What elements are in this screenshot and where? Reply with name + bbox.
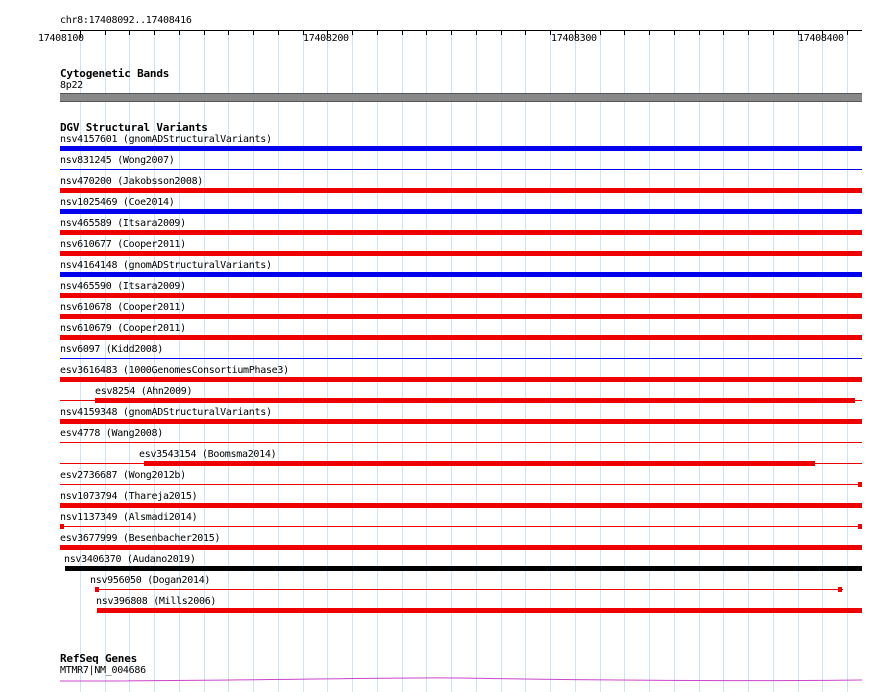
cytoband-track-title: Cytogenetic Bands: [60, 67, 170, 80]
grid-line: [674, 30, 675, 692]
ruler-minor-tick: [649, 30, 650, 35]
ruler-minor-tick: [154, 30, 155, 35]
dgv-feature-end-cap: [95, 587, 99, 592]
dgv-feature-bar[interactable]: [60, 146, 862, 151]
ruler-minor-tick: [525, 30, 526, 35]
dgv-feature-label[interactable]: nsv470200 (Jakobsson2008): [60, 176, 204, 187]
ruler-minor-tick: [773, 30, 774, 35]
dgv-feature-label[interactable]: nsv4164148 (gnomADStructuralVariants): [60, 260, 272, 271]
grid-line: [402, 30, 403, 692]
dgv-feature-bar[interactable]: [95, 589, 843, 590]
grid-line: [476, 30, 477, 692]
ruler-minor-tick: [228, 30, 229, 35]
dgv-feature-label[interactable]: esv3677999 (Besenbacher2015): [60, 533, 221, 544]
cytoband-label: 8p22: [60, 80, 83, 91]
dgv-feature-bar[interactable]: [60, 272, 862, 277]
dgv-feature-bar[interactable]: [65, 566, 862, 571]
position-label: chr8:17408092..17408416: [60, 15, 192, 26]
grid-line: [228, 30, 229, 692]
dgv-feature-label[interactable]: nsv1073794 (Thareja2015): [60, 491, 198, 502]
dgv-feature-label[interactable]: nsv831245 (Wong2007): [60, 155, 175, 166]
grid-line: [327, 30, 328, 692]
dgv-feature-label[interactable]: esv8254 (Ahn2009): [95, 386, 193, 397]
dgv-feature-label[interactable]: nsv1025469 (Coe2014): [60, 197, 175, 208]
grid-line: [847, 30, 848, 692]
grid-line: [377, 30, 378, 692]
dgv-feature-bar[interactable]: [60, 169, 862, 170]
dgv-feature-label[interactable]: nsv396808 (Mills2006): [96, 596, 217, 607]
dgv-feature-bar[interactable]: [60, 526, 862, 527]
ruler-minor-tick: [674, 30, 675, 35]
dgv-feature-bar[interactable]: [60, 230, 862, 235]
grid-line: [575, 30, 576, 692]
grid-line: [600, 30, 601, 692]
ruler-minor-tick: [723, 30, 724, 35]
grid-line: [550, 30, 551, 692]
ruler-minor-tick: [352, 30, 353, 35]
ruler-minor-tick: [748, 30, 749, 35]
grid-line: [748, 30, 749, 692]
ruler-minor-tick: [451, 30, 452, 35]
grid-line: [501, 30, 502, 692]
dgv-feature-label[interactable]: nsv465589 (Itsara2009): [60, 218, 186, 229]
dgv-feature-end-cap: [838, 587, 842, 592]
dgv-feature-bar[interactable]: [60, 503, 862, 508]
ruler-minor-tick: [402, 30, 403, 35]
refseq-track-title: RefSeq Genes: [60, 652, 138, 665]
dgv-track-title: DGV Structural Variants: [60, 121, 208, 134]
ruler-axis: [60, 30, 862, 31]
dgv-feature-bar[interactable]: [60, 251, 862, 256]
dgv-feature-bar[interactable]: [60, 335, 862, 340]
ruler-tick-label: 17408300: [551, 33, 597, 44]
dgv-feature-bar[interactable]: [60, 419, 862, 424]
ruler-minor-tick: [377, 30, 378, 35]
ruler-minor-tick: [129, 30, 130, 35]
ruler-tick-label: 17408100: [38, 33, 84, 44]
grid-line: [426, 30, 427, 692]
dgv-feature-label[interactable]: nsv610678 (Cooper2011): [60, 302, 186, 313]
grid-line: [773, 30, 774, 692]
dgv-feature-bar[interactable]: [60, 314, 862, 319]
dgv-feature-bar[interactable]: [60, 377, 862, 382]
ruler-minor-tick: [179, 30, 180, 35]
dgv-feature-label[interactable]: nsv610679 (Cooper2011): [60, 323, 186, 334]
refseq-gene-label[interactable]: MTMR7|NM_004686: [60, 665, 146, 676]
dgv-feature-bar[interactable]: [97, 608, 862, 613]
dgv-feature-end-cap: [858, 524, 862, 529]
dgv-feature-end-cap: [858, 482, 862, 487]
dgv-feature-label[interactable]: esv3616483 (1000GenomesConsortiumPhase3): [60, 365, 289, 376]
dgv-feature-label[interactable]: nsv1137349 (Alsmadi2014): [60, 512, 198, 523]
dgv-feature-label[interactable]: esv4778 (Wang2008): [60, 428, 163, 439]
grid-line: [525, 30, 526, 692]
dgv-feature-label[interactable]: esv3543154 (Boomsma2014): [139, 449, 277, 460]
ruler-minor-tick: [624, 30, 625, 35]
grid-line: [352, 30, 353, 692]
ruler-minor-tick: [105, 30, 106, 35]
ruler-minor-tick: [426, 30, 427, 35]
cytoband-bar[interactable]: [60, 93, 862, 102]
dgv-feature-label[interactable]: nsv4159348 (gnomADStructuralVariants): [60, 407, 272, 418]
grid-line: [699, 30, 700, 692]
dgv-feature-bar[interactable]: [60, 188, 862, 193]
dgv-feature-label[interactable]: nsv6097 (Kidd2008): [60, 344, 163, 355]
dgv-feature-bar[interactable]: [60, 442, 862, 443]
ruler-tick-label: 17408200: [303, 33, 349, 44]
dgv-feature-label[interactable]: nsv610677 (Cooper2011): [60, 239, 186, 250]
grid-line: [649, 30, 650, 692]
ruler-minor-tick: [699, 30, 700, 35]
grid-line: [253, 30, 254, 692]
dgv-feature-label[interactable]: nsv956050 (Dogan2014): [90, 575, 211, 586]
dgv-feature-bar[interactable]: [144, 461, 815, 466]
dgv-feature-label[interactable]: nsv465590 (Itsara2009): [60, 281, 186, 292]
grid-line: [822, 30, 823, 692]
refseq-gene-line[interactable]: [60, 674, 862, 686]
grid-line: [278, 30, 279, 692]
dgv-feature-bar[interactable]: [60, 545, 862, 550]
grid-line: [303, 30, 304, 692]
ruler-minor-tick: [278, 30, 279, 35]
ruler-minor-tick: [204, 30, 205, 35]
grid-line: [798, 30, 799, 692]
grid-line: [723, 30, 724, 692]
ruler-minor-tick: [847, 30, 848, 35]
grid-line: [451, 30, 452, 692]
dgv-feature-label[interactable]: nsv3406370 (Audano2019): [64, 554, 196, 565]
dgv-feature-bar[interactable]: [60, 358, 862, 359]
dgv-feature-bar[interactable]: [60, 484, 862, 485]
ruler-minor-tick: [476, 30, 477, 35]
grid-line: [624, 30, 625, 692]
ruler-minor-tick: [600, 30, 601, 35]
dgv-feature-bar[interactable]: [95, 398, 855, 403]
dgv-feature-bar[interactable]: [60, 209, 862, 214]
ruler-tick-label: 17408400: [798, 33, 844, 44]
ruler-minor-tick: [253, 30, 254, 35]
dgv-feature-end-cap: [60, 524, 64, 529]
dgv-feature-bar[interactable]: [60, 293, 862, 298]
ruler-minor-tick: [501, 30, 502, 35]
dgv-feature-label[interactable]: esv2736687 (Wong2012b): [60, 470, 186, 481]
dgv-feature-label[interactable]: nsv4157601 (gnomADStructuralVariants): [60, 134, 272, 145]
